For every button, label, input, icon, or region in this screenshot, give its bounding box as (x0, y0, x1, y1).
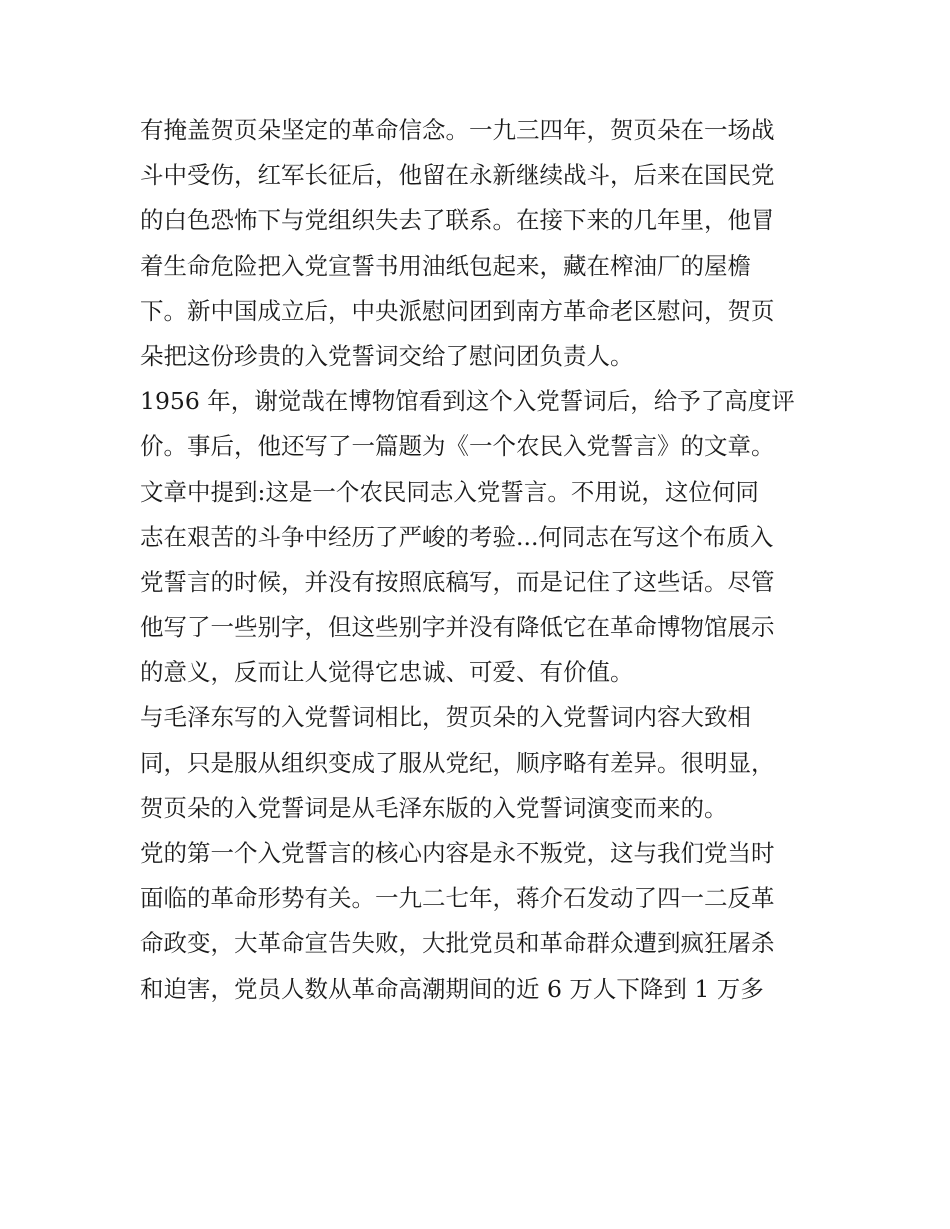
text-line: 1956 年，谢觉哉在博物馆看到这个入党誓词后，给予了高度评 (140, 387, 795, 416)
text-line: 党的第一个入党誓言的核心内容是永不叛党，这与我们党当时 (140, 839, 775, 867)
text-line: 价。事后，他还写了一篇题为《一个农民入党誓言》的文章。 (140, 432, 775, 461)
text-line: 同，只是服从组织变成了服从党纪，顺序略有差异。很明显， (140, 748, 775, 777)
text-line: 下。新中国成立后，中央派慰问团到南方革命老区慰问，贺页 (140, 296, 775, 325)
text-line: 面临的革命形势有关。一九二七年，蒋介石发动了四一二反革 (140, 884, 775, 913)
body-text (140, 108, 820, 1012)
text-line: 朵把这份珍贵的入党誓词交给了慰问团负责人。 (140, 341, 634, 370)
text-line: 斗中受伤，红军长征后，他留在永新继续战斗，后来在国民党 (140, 161, 775, 190)
text-line: 着生命危险把入党宣誓书用油纸包起来，藏在榨油厂的屋檐 (140, 251, 751, 280)
text-line: 的意义，反而让人觉得它忠诚、可爱、有价值。 (140, 658, 634, 687)
text-line: 志在艰苦的斗争中经历了严峻的考验...何同志在写这个布质入 (140, 522, 774, 551)
text-line: 与毛泽东写的入党誓词相比，贺页朵的入党誓词内容大致相 (140, 703, 751, 732)
text-line: 和迫害，党员人数从革命高潮期间的近 6 万人下降到 1 万多 (140, 974, 764, 1003)
text-line: 文章中提到:这是一个农民同志入党誓言。不用说，这位何同 (140, 477, 759, 506)
text-line: 的白色恐怖下与党组织失去了联系。在接下来的几年里，他冒 (140, 206, 775, 235)
text-line: 党誓言的时候，并没有按照底稿写，而是记住了这些话。尽管 (140, 567, 775, 596)
text-line: 有掩盖贺页朵坚定的革命信念。一九三四年，贺页朵在一场战 (140, 116, 775, 144)
text-line: 命政变，大革命宣告失败，大批党员和革命群众遭到疯狂屠杀 (140, 929, 775, 958)
text-line: 贺页朵的入党誓词是从毛泽东版的入党誓词演变而来的。 (140, 793, 728, 822)
text-line: 他写了一些别字，但这些别字并没有降低它在革命博物馆展示 (140, 613, 775, 642)
